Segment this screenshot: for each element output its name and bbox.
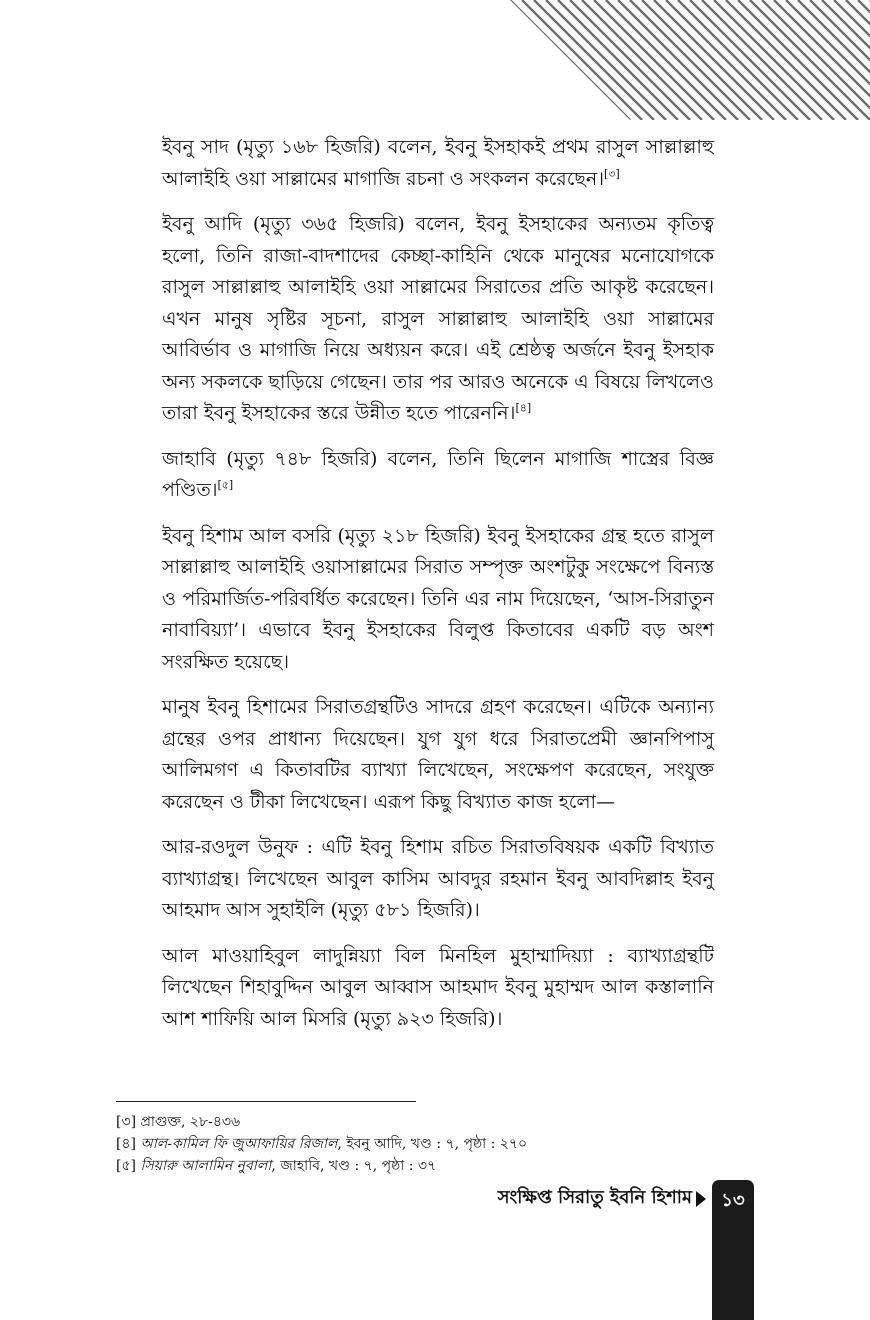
footnote-reference[interactable]: [৫] (217, 478, 234, 492)
paragraph: ইবনু হিশাম আল বসরি (মৃত্যু ২১৮ হিজরি) ইবনু ইসহাকের গ্রন্থ হতে রাসুল সাল্লাল্লাহু আলাইহি ওয়াসাল্লামের সিরাত সম্পৃক্ত অংশটুকু সংক্ষেপে বিন্যস্ত ও পরিমার্জিত-পরিবর্ধিত করেছেন। তিনি এর নাম দিয়েছেন, ‘আস-সিরাতুন নাবাবিয়্যা’। এভাবে ইবনু ইসহাকের বিলুপ্ত কিতাবের একটি বড় অংশ সংরক্ষিত হয়েছে। (162, 524, 714, 673)
paragraph: ইবনু আদি (মৃত্যু ৩৬৫ হিজরি) বলেন, ইবনু ইসহাকের অন্যতম কৃতিত্ব হলো, তিনি রাজা-বাদশাদের কেচ্ছা-কাহিনি থেকে মানুষের মনোযোগকে রাসুল সাল্লাল্লাহু আলাইহি ওয়া সাল্লামের সিরাতের প্রতি আকৃষ্ট করেছেন। এখন মানুষ সৃষ্টির সূচনা, রাসুল সাল্লাল্লাহু আলাইহি ওয়া সাল্লামের আবির্ভাব ও মাগাজি নিয়ে অধ্যয়ন করে। এই শ্রেষ্ঠত্ব অর্জনে ইবনু ইসহাক অন্য সকলকে ছাড়িয়ে গেছেন। তার পর আরও অনেকে এ বিষয়ে লিখলেও তারা ইবনু ইসহাকের স্তরে উন্নীত হতে পারেননি।[৪] (162, 213, 714, 424)
footnote-reference[interactable]: [৩] (604, 167, 620, 181)
page-number-tab (712, 1180, 754, 1320)
paragraph: ইবনু সাদ (মৃত্যু ১৬৮ হিজরি) বলেন, ইবনু ইসহাকই প্রথম রাসুল সাল্লাল্লাহু আলাইহি ওয়া সাল্লামের মাগাজি রচনা ও সংকলন করেছেন।[৩] (162, 136, 714, 190)
triangle-arrow-icon (696, 1191, 706, 1207)
running-footer-title: সংক্ষিপ্ত সিরাতু ইবনি হিশাম (497, 1187, 692, 1208)
footnote: [৪] আল-কামিল ফি জুআফায়ির রিজাল, ইবনু আদি, খণ্ড : ৭, পৃষ্ঠা : ২৭০ (116, 1136, 528, 1152)
paragraph: জাহাবি (মৃত্যু ৭৪৮ হিজরি) বলেন, তিনি ছিলেন মাগাজি শাস্ত্রের বিজ্ঞ পণ্ডিত।[৫] (162, 447, 714, 501)
footnote-reference[interactable]: [৪] (515, 401, 532, 415)
page-number: ১৩ (721, 1190, 745, 1211)
footnote: [৩] প্রাগুক্ত, ২৮-৪৩৬ (116, 1114, 241, 1130)
footnotes (116, 1111, 676, 1177)
footnote-divider (116, 1101, 416, 1102)
paragraph: আল মাওয়াহিবুল লাদুন্নিয়্যা বিল মিনহিল মুহাম্মাদিয়্যা : ব্যাখ্যাগ্রন্থটি লিখেছেন শিহাবুদ্দিন আবুল আব্বাস আহমাদ ইবনু মুহাম্মদ আল কস্তালানি আশ শাফিয়ি আল মিসরি (মৃত্যু ৯২৩ হিজরি)। (162, 944, 714, 1030)
paragraph: আর-রওদুল উনুফ : এটি ইবনু হিশাম রচিত সিরাতবিষয়ক একটি বিখ্যাত ব্যাখ্যাগ্রন্থ। লিখেছেন আবুল কাসিম আবদুর রহমান ইবনু আবদিল্লাহ ইবনু আহমাদ আস সুহাইলি (মৃত্যু ৫৮১ হিজরি)। (162, 836, 714, 921)
diagonal-stripes-decoration (510, 0, 870, 120)
footnote: [৫] সিয়ারু আলামিন নুবালা, জাহাবি, খণ্ড : ৭, পৃষ্ঠা : ৩৭ (116, 1158, 437, 1174)
body-text (162, 132, 714, 1049)
paragraph: মানুষ ইবনু হিশামের সিরাতগ্রন্থটিও সাদরে গ্রহণ করেছেন। এটিকে অন্যান্য গ্রন্থের ওপর প্রাধান্য দিয়েছেন। যুগ যুগ ধরে সিরাতপ্রেমী জ্ঞানপিপাসু আলিমগণ এ কিতাবটির ব্যাখ্যা লিখেছেন, সংক্ষেপণ করেছেন, সংযুক্ত করেছেন ও টীকা লিখেছেন। এরূপ কিছু বিখ্যাত কাজ হলো— (162, 696, 714, 813)
